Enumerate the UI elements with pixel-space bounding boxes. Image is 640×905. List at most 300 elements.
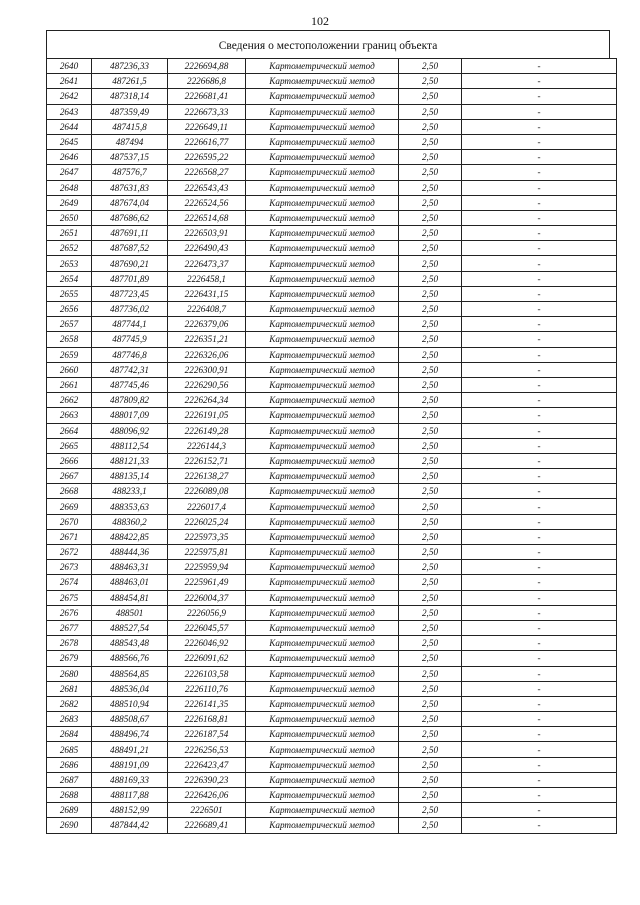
x-coordinate-cell: 488496,74: [92, 727, 168, 742]
point-number-cell: 2681: [47, 681, 92, 696]
y-coordinate-cell: 2226458,1: [168, 271, 246, 286]
method-cell: Картометрический метод: [246, 560, 399, 575]
x-coordinate-cell: 487674,04: [92, 195, 168, 210]
point-number-cell: 2655: [47, 286, 92, 301]
method-cell: Картометрический метод: [246, 590, 399, 605]
x-coordinate-cell: 488454,81: [92, 590, 168, 605]
y-coordinate-cell: 2226110,76: [168, 681, 246, 696]
x-coordinate-cell: 488135,14: [92, 469, 168, 484]
table-row: [47, 377, 617, 392]
table-row: [47, 241, 617, 256]
description-cell: -: [462, 666, 617, 681]
y-coordinate-cell: 2226514,68: [168, 210, 246, 225]
table-row: [47, 59, 617, 74]
method-cell: Картометрический метод: [246, 59, 399, 74]
accuracy-cell: 2,50: [399, 529, 462, 544]
x-coordinate-cell: 488353,63: [92, 499, 168, 514]
table-row: [47, 134, 617, 149]
x-coordinate-cell: 488112,54: [92, 438, 168, 453]
description-cell: -: [462, 210, 617, 225]
point-number-cell: 2689: [47, 803, 92, 818]
accuracy-cell: 2,50: [399, 453, 462, 468]
y-coordinate-cell: 2226326,06: [168, 347, 246, 362]
method-cell: Картометрический метод: [246, 317, 399, 332]
y-coordinate-cell: 2226187,54: [168, 727, 246, 742]
point-number-cell: 2649: [47, 195, 92, 210]
y-coordinate-cell: 2226681,41: [168, 89, 246, 104]
description-cell: -: [462, 74, 617, 89]
y-coordinate-cell: 2225961,49: [168, 575, 246, 590]
y-coordinate-cell: 2226149,28: [168, 423, 246, 438]
accuracy-cell: 2,50: [399, 241, 462, 256]
accuracy-cell: 2,50: [399, 317, 462, 332]
x-coordinate-cell: 487494: [92, 134, 168, 149]
method-cell: Картометрический метод: [246, 195, 399, 210]
point-number-cell: 2663: [47, 408, 92, 423]
accuracy-cell: 2,50: [399, 636, 462, 651]
description-cell: -: [462, 104, 617, 119]
method-cell: Картометрический метод: [246, 119, 399, 134]
y-coordinate-cell: 2225959,94: [168, 560, 246, 575]
description-cell: -: [462, 529, 617, 544]
accuracy-cell: 2,50: [399, 590, 462, 605]
table-row: [47, 408, 617, 423]
method-cell: Картометрический метод: [246, 681, 399, 696]
x-coordinate-cell: 487261,5: [92, 74, 168, 89]
description-cell: -: [462, 302, 617, 317]
x-coordinate-cell: 488422,85: [92, 529, 168, 544]
x-coordinate-cell: 487359,49: [92, 104, 168, 119]
table-row: [47, 271, 617, 286]
table-row: [47, 74, 617, 89]
method-cell: Картометрический метод: [246, 165, 399, 180]
y-coordinate-cell: 2226686,8: [168, 74, 246, 89]
method-cell: Картометрический метод: [246, 408, 399, 423]
x-coordinate-cell: 487744,1: [92, 317, 168, 332]
accuracy-cell: 2,50: [399, 818, 462, 833]
point-number-cell: 2676: [47, 605, 92, 620]
point-number-cell: 2658: [47, 332, 92, 347]
table-row: [47, 712, 617, 727]
point-number-cell: 2674: [47, 575, 92, 590]
accuracy-cell: 2,50: [399, 134, 462, 149]
x-coordinate-cell: 488536,04: [92, 681, 168, 696]
method-cell: Картометрический метод: [246, 514, 399, 529]
accuracy-cell: 2,50: [399, 423, 462, 438]
y-coordinate-cell: 2226390,23: [168, 772, 246, 787]
y-coordinate-cell: 2226490,43: [168, 241, 246, 256]
accuracy-cell: 2,50: [399, 575, 462, 590]
description-cell: -: [462, 636, 617, 651]
method-cell: Картометрический метод: [246, 271, 399, 286]
y-coordinate-cell: 2226408,7: [168, 302, 246, 317]
method-cell: Картометрический метод: [246, 757, 399, 772]
description-cell: -: [462, 347, 617, 362]
method-cell: Картометрический метод: [246, 362, 399, 377]
x-coordinate-cell: 487844,42: [92, 818, 168, 833]
method-cell: Картометрический метод: [246, 150, 399, 165]
method-cell: Картометрический метод: [246, 302, 399, 317]
method-cell: Картометрический метод: [246, 134, 399, 149]
table-row: [47, 423, 617, 438]
point-number-cell: 2690: [47, 818, 92, 833]
description-cell: -: [462, 453, 617, 468]
boundary-table-sheet: [46, 30, 610, 834]
table-row: [47, 180, 617, 195]
page-number: 102: [311, 14, 329, 28]
method-cell: Картометрический метод: [246, 453, 399, 468]
point-number-cell: 2671: [47, 529, 92, 544]
table-row: [47, 226, 617, 241]
y-coordinate-cell: 2226524,56: [168, 195, 246, 210]
y-coordinate-cell: 2226426,06: [168, 788, 246, 803]
method-cell: Картометрический метод: [246, 620, 399, 635]
table-row: [47, 818, 617, 833]
table-row: [47, 469, 617, 484]
y-coordinate-cell: 2226089,08: [168, 484, 246, 499]
method-cell: Картометрический метод: [246, 636, 399, 651]
method-cell: Картометрический метод: [246, 818, 399, 833]
description-cell: -: [462, 286, 617, 301]
point-number-cell: 2679: [47, 651, 92, 666]
x-coordinate-cell: 488508,67: [92, 712, 168, 727]
description-cell: -: [462, 241, 617, 256]
description-cell: -: [462, 134, 617, 149]
y-coordinate-cell: 2226616,77: [168, 134, 246, 149]
y-coordinate-cell: 2226379,06: [168, 317, 246, 332]
table-row: [47, 742, 617, 757]
y-coordinate-cell: 2226543,43: [168, 180, 246, 195]
accuracy-cell: 2,50: [399, 438, 462, 453]
y-coordinate-cell: 2226017,4: [168, 499, 246, 514]
x-coordinate-cell: 487690,21: [92, 256, 168, 271]
x-coordinate-cell: 487236,33: [92, 59, 168, 74]
y-coordinate-cell: 2226141,35: [168, 696, 246, 711]
method-cell: Картометрический метод: [246, 74, 399, 89]
method-cell: Картометрический метод: [246, 575, 399, 590]
method-cell: Картометрический метод: [246, 226, 399, 241]
method-cell: Картометрический метод: [246, 438, 399, 453]
coordinates-table: [46, 58, 617, 834]
point-number-cell: 2662: [47, 393, 92, 408]
y-coordinate-cell: 2226191,05: [168, 408, 246, 423]
accuracy-cell: 2,50: [399, 514, 462, 529]
method-cell: Картометрический метод: [246, 712, 399, 727]
y-coordinate-cell: 2226649,11: [168, 119, 246, 134]
point-number-cell: 2650: [47, 210, 92, 225]
x-coordinate-cell: 487742,31: [92, 362, 168, 377]
description-cell: -: [462, 757, 617, 772]
description-cell: -: [462, 803, 617, 818]
method-cell: Картометрический метод: [246, 377, 399, 392]
table-row: [47, 286, 617, 301]
table-row: [47, 605, 617, 620]
x-coordinate-cell: 488564,85: [92, 666, 168, 681]
point-number-cell: 2653: [47, 256, 92, 271]
y-coordinate-cell: 2226501: [168, 803, 246, 818]
accuracy-cell: 2,50: [399, 347, 462, 362]
x-coordinate-cell: 487318,14: [92, 89, 168, 104]
point-number-cell: 2651: [47, 226, 92, 241]
accuracy-cell: 2,50: [399, 620, 462, 635]
y-coordinate-cell: 2226056,9: [168, 605, 246, 620]
method-cell: Картометрический метод: [246, 788, 399, 803]
x-coordinate-cell: 488444,36: [92, 545, 168, 560]
point-number-cell: 2682: [47, 696, 92, 711]
accuracy-cell: 2,50: [399, 332, 462, 347]
point-number-cell: 2643: [47, 104, 92, 119]
x-coordinate-cell: 488463,01: [92, 575, 168, 590]
y-coordinate-cell: 2226689,41: [168, 818, 246, 833]
y-coordinate-cell: 2226264,34: [168, 393, 246, 408]
y-coordinate-cell: 2226256,53: [168, 742, 246, 757]
x-coordinate-cell: 488191,09: [92, 757, 168, 772]
method-cell: Картометрический метод: [246, 332, 399, 347]
description-cell: -: [462, 560, 617, 575]
method-cell: Картометрический метод: [246, 484, 399, 499]
y-coordinate-cell: 2226568,27: [168, 165, 246, 180]
y-coordinate-cell: 2225975,81: [168, 545, 246, 560]
point-number-cell: 2642: [47, 89, 92, 104]
y-coordinate-cell: 2226144,3: [168, 438, 246, 453]
point-number-cell: 2648: [47, 180, 92, 195]
accuracy-cell: 2,50: [399, 377, 462, 392]
point-number-cell: 2640: [47, 59, 92, 74]
method-cell: Картометрический метод: [246, 210, 399, 225]
accuracy-cell: 2,50: [399, 226, 462, 241]
point-number-cell: 2654: [47, 271, 92, 286]
y-coordinate-cell: 2226103,58: [168, 666, 246, 681]
method-cell: Картометрический метод: [246, 180, 399, 195]
x-coordinate-cell: 487415,8: [92, 119, 168, 134]
point-number-cell: 2666: [47, 453, 92, 468]
y-coordinate-cell: 2226045,57: [168, 620, 246, 635]
y-coordinate-cell: 2226025,24: [168, 514, 246, 529]
x-coordinate-cell: 487576,7: [92, 165, 168, 180]
table-row: [47, 590, 617, 605]
method-cell: Картометрический метод: [246, 499, 399, 514]
accuracy-cell: 2,50: [399, 393, 462, 408]
accuracy-cell: 2,50: [399, 772, 462, 787]
x-coordinate-cell: 487746,8: [92, 347, 168, 362]
y-coordinate-cell: 2226138,27: [168, 469, 246, 484]
method-cell: Картометрический метод: [246, 423, 399, 438]
table-row: [47, 681, 617, 696]
x-coordinate-cell: 488463,31: [92, 560, 168, 575]
x-coordinate-cell: 487687,52: [92, 241, 168, 256]
x-coordinate-cell: 488233,1: [92, 484, 168, 499]
method-cell: Картометрический метод: [246, 727, 399, 742]
method-cell: Картометрический метод: [246, 666, 399, 681]
description-cell: -: [462, 317, 617, 332]
y-coordinate-cell: 2226595,22: [168, 150, 246, 165]
y-coordinate-cell: 2226423,47: [168, 757, 246, 772]
table-row: [47, 696, 617, 711]
accuracy-cell: 2,50: [399, 362, 462, 377]
description-cell: -: [462, 696, 617, 711]
method-cell: Картометрический метод: [246, 469, 399, 484]
accuracy-cell: 2,50: [399, 302, 462, 317]
point-number-cell: 2677: [47, 620, 92, 635]
accuracy-cell: 2,50: [399, 210, 462, 225]
point-number-cell: 2647: [47, 165, 92, 180]
method-cell: Картометрический метод: [246, 529, 399, 544]
table-row: [47, 636, 617, 651]
description-cell: -: [462, 59, 617, 74]
description-cell: -: [462, 469, 617, 484]
y-coordinate-cell: 2226168,81: [168, 712, 246, 727]
description-cell: -: [462, 772, 617, 787]
point-number-cell: 2660: [47, 362, 92, 377]
accuracy-cell: 2,50: [399, 271, 462, 286]
description-cell: -: [462, 377, 617, 392]
description-cell: -: [462, 590, 617, 605]
table-row: [47, 104, 617, 119]
x-coordinate-cell: 487701,89: [92, 271, 168, 286]
table-row: [47, 89, 617, 104]
point-number-cell: 2688: [47, 788, 92, 803]
method-cell: Картометрический метод: [246, 104, 399, 119]
accuracy-cell: 2,50: [399, 150, 462, 165]
accuracy-cell: 2,50: [399, 119, 462, 134]
x-coordinate-cell: 487745,9: [92, 332, 168, 347]
description-cell: -: [462, 499, 617, 514]
x-coordinate-cell: 488096,92: [92, 423, 168, 438]
accuracy-cell: 2,50: [399, 469, 462, 484]
method-cell: Картометрический метод: [246, 772, 399, 787]
point-number-cell: 2644: [47, 119, 92, 134]
x-coordinate-cell: 488152,99: [92, 803, 168, 818]
point-number-cell: 2667: [47, 469, 92, 484]
table-row: [47, 514, 617, 529]
point-number-cell: 2669: [47, 499, 92, 514]
description-cell: -: [462, 332, 617, 347]
description-cell: -: [462, 195, 617, 210]
y-coordinate-cell: 2226300,91: [168, 362, 246, 377]
table-row: [47, 256, 617, 271]
table-row: [47, 727, 617, 742]
description-cell: -: [462, 165, 617, 180]
point-number-cell: 2683: [47, 712, 92, 727]
accuracy-cell: 2,50: [399, 757, 462, 772]
point-number-cell: 2664: [47, 423, 92, 438]
description-cell: -: [462, 818, 617, 833]
table-row: [47, 195, 617, 210]
x-coordinate-cell: 488543,48: [92, 636, 168, 651]
point-number-cell: 2678: [47, 636, 92, 651]
x-coordinate-cell: 488491,21: [92, 742, 168, 757]
table-row: [47, 666, 617, 681]
accuracy-cell: 2,50: [399, 74, 462, 89]
point-number-cell: 2675: [47, 590, 92, 605]
accuracy-cell: 2,50: [399, 195, 462, 210]
description-cell: -: [462, 712, 617, 727]
point-number-cell: 2668: [47, 484, 92, 499]
point-number-cell: 2684: [47, 727, 92, 742]
accuracy-cell: 2,50: [399, 681, 462, 696]
method-cell: Картометрический метод: [246, 393, 399, 408]
y-coordinate-cell: 2226351,21: [168, 332, 246, 347]
accuracy-cell: 2,50: [399, 180, 462, 195]
accuracy-cell: 2,50: [399, 727, 462, 742]
description-cell: -: [462, 408, 617, 423]
accuracy-cell: 2,50: [399, 286, 462, 301]
point-number-cell: 2670: [47, 514, 92, 529]
description-cell: -: [462, 89, 617, 104]
x-coordinate-cell: 488566,76: [92, 651, 168, 666]
description-cell: -: [462, 362, 617, 377]
y-coordinate-cell: 2226152,71: [168, 453, 246, 468]
x-coordinate-cell: 488017,09: [92, 408, 168, 423]
method-cell: Картометрический метод: [246, 605, 399, 620]
description-cell: -: [462, 150, 617, 165]
x-coordinate-cell: 487686,62: [92, 210, 168, 225]
table-row: [47, 575, 617, 590]
description-cell: -: [462, 727, 617, 742]
point-number-cell: 2645: [47, 134, 92, 149]
x-coordinate-cell: 487537,15: [92, 150, 168, 165]
description-cell: -: [462, 438, 617, 453]
description-cell: -: [462, 256, 617, 271]
y-coordinate-cell: 2226046,92: [168, 636, 246, 651]
table-row: [47, 529, 617, 544]
table-row: [47, 651, 617, 666]
description-cell: -: [462, 605, 617, 620]
description-cell: -: [462, 484, 617, 499]
description-cell: -: [462, 742, 617, 757]
x-coordinate-cell: 487691,11: [92, 226, 168, 241]
x-coordinate-cell: 488121,33: [92, 453, 168, 468]
description-cell: -: [462, 393, 617, 408]
x-coordinate-cell: 488501: [92, 605, 168, 620]
point-number-cell: 2659: [47, 347, 92, 362]
accuracy-cell: 2,50: [399, 651, 462, 666]
y-coordinate-cell: 2226004,37: [168, 590, 246, 605]
y-coordinate-cell: 2226503,91: [168, 226, 246, 241]
y-coordinate-cell: 2225973,35: [168, 529, 246, 544]
accuracy-cell: 2,50: [399, 788, 462, 803]
description-cell: -: [462, 271, 617, 286]
description-cell: -: [462, 651, 617, 666]
point-number-cell: 2641: [47, 74, 92, 89]
table-row: [47, 393, 617, 408]
table-row: [47, 332, 617, 347]
accuracy-cell: 2,50: [399, 605, 462, 620]
description-cell: -: [462, 681, 617, 696]
accuracy-cell: 2,50: [399, 104, 462, 119]
x-coordinate-cell: 487745,46: [92, 377, 168, 392]
point-number-cell: 2673: [47, 560, 92, 575]
accuracy-cell: 2,50: [399, 742, 462, 757]
accuracy-cell: 2,50: [399, 484, 462, 499]
table-row: [47, 803, 617, 818]
point-number-cell: 2656: [47, 302, 92, 317]
x-coordinate-cell: 488117,88: [92, 788, 168, 803]
method-cell: Картометрический метод: [246, 347, 399, 362]
point-number-cell: 2672: [47, 545, 92, 560]
y-coordinate-cell: 2226673,33: [168, 104, 246, 119]
point-number-cell: 2687: [47, 772, 92, 787]
table-row: [47, 757, 617, 772]
table-title: Сведения о местоположении границ объекта: [46, 30, 610, 58]
accuracy-cell: 2,50: [399, 59, 462, 74]
description-cell: -: [462, 180, 617, 195]
x-coordinate-cell: 488360,2: [92, 514, 168, 529]
accuracy-cell: 2,50: [399, 499, 462, 514]
point-number-cell: 2661: [47, 377, 92, 392]
table-row: [47, 772, 617, 787]
table-row: [47, 119, 617, 134]
